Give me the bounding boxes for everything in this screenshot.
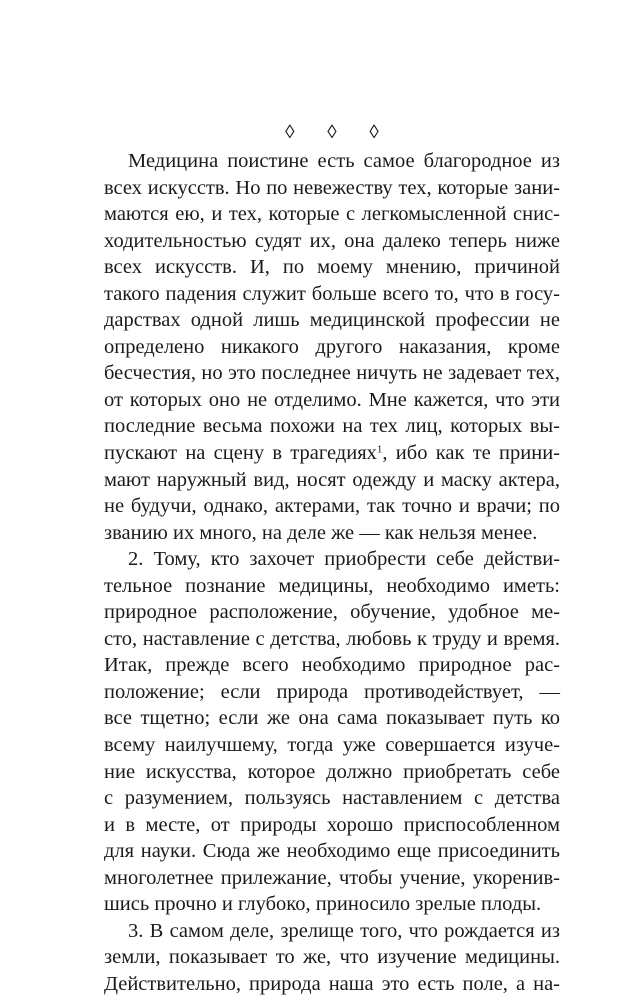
paragraph-2 <box>104 546 560 918</box>
text-line: 3. В самом деле, зрелище того, что рождается из <box>128 919 560 942</box>
text-line: сто, наставление с детства, любовь к труду и время. <box>104 627 560 650</box>
section-ornament: ◊ ◊ ◊ <box>285 122 393 143</box>
footnote-marker[interactable]: 1 <box>376 443 383 456</box>
text-line: всех искусств. И, по моему мнению, причиной <box>104 256 560 279</box>
text-line: дарствах одной лишь медицинской профессии не <box>104 309 560 332</box>
paragraph-3 <box>104 918 560 998</box>
text-line: всех искусств. Но по невежеству тех, которые зани- <box>104 176 560 199</box>
text-line: не будучи, однако, актерами, так точно и врачи; по <box>104 495 560 518</box>
text-line: для науки. Сюда же необходимо еще присоединить <box>104 840 560 863</box>
text-line: такого падения служит больше всего то, что в госу- <box>104 282 560 305</box>
text-line: и в месте, от природы хорошо приспособленном <box>104 813 560 836</box>
text-line: от которых оно не отделимо. Мне кажется, что эти <box>104 388 560 411</box>
text-line: шись прочно и глубоко, приносило зрелые плоды. <box>104 893 542 916</box>
text-line: все тщетно; если же она сама показывает путь ко <box>104 707 560 730</box>
text-line: Медицина поистине есть самое благородное из <box>128 150 560 172</box>
text-line: определено никакого другого наказания, кроме <box>104 335 560 358</box>
text-line: земли, показывает то же, что изучение медицины. <box>104 946 560 969</box>
text-line: 2. Тому, кто захочет приобрести себе действи- <box>128 548 560 571</box>
text-fragment: пускают на сцену в трагедиях <box>104 442 377 465</box>
text-line: ходительностью судят их, она далеко теперь ниже <box>104 229 560 252</box>
text-line: положение; если природа противодействует, — <box>104 680 560 703</box>
text-line: всему наилучшему, тогда уже совершается изуче- <box>104 734 560 757</box>
text-line: многолетнее прилежание, чтобы учение, укоренив- <box>104 866 560 889</box>
text-line: тельное познание медицины, необходимо иметь: <box>104 574 560 597</box>
text-line: последние весьма похожи на тех лиц, которых вы- <box>104 415 560 438</box>
text-line: Итак, прежде всего необходимо природное рас- <box>104 654 560 677</box>
text-line: природное расположение, обучение, удобное ме- <box>104 601 560 624</box>
text-line: Действительно, природа наша это есть поле, а на- <box>104 972 560 995</box>
text-line-with-footnote <box>104 440 560 467</box>
text-line: званию их много, на деле же — как нельзя менее. <box>104 521 538 544</box>
text-line: с разумением, пользуясь наставлением с детства <box>104 787 560 810</box>
book-page <box>104 118 560 998</box>
text-fragment: , ибо как те прини- <box>382 442 560 465</box>
paragraph-1 <box>104 148 560 546</box>
text-line: маются ею, и тех, которые с легкомысленной снис- <box>104 203 560 226</box>
text-line: бесчестия, но это последнее ничуть не задевает тех, <box>104 362 560 385</box>
text-line: ние искусства, которое должно приобретать себе <box>104 760 560 783</box>
text-line: мают наружный вид, носят одежду и маску актера, <box>104 468 560 491</box>
